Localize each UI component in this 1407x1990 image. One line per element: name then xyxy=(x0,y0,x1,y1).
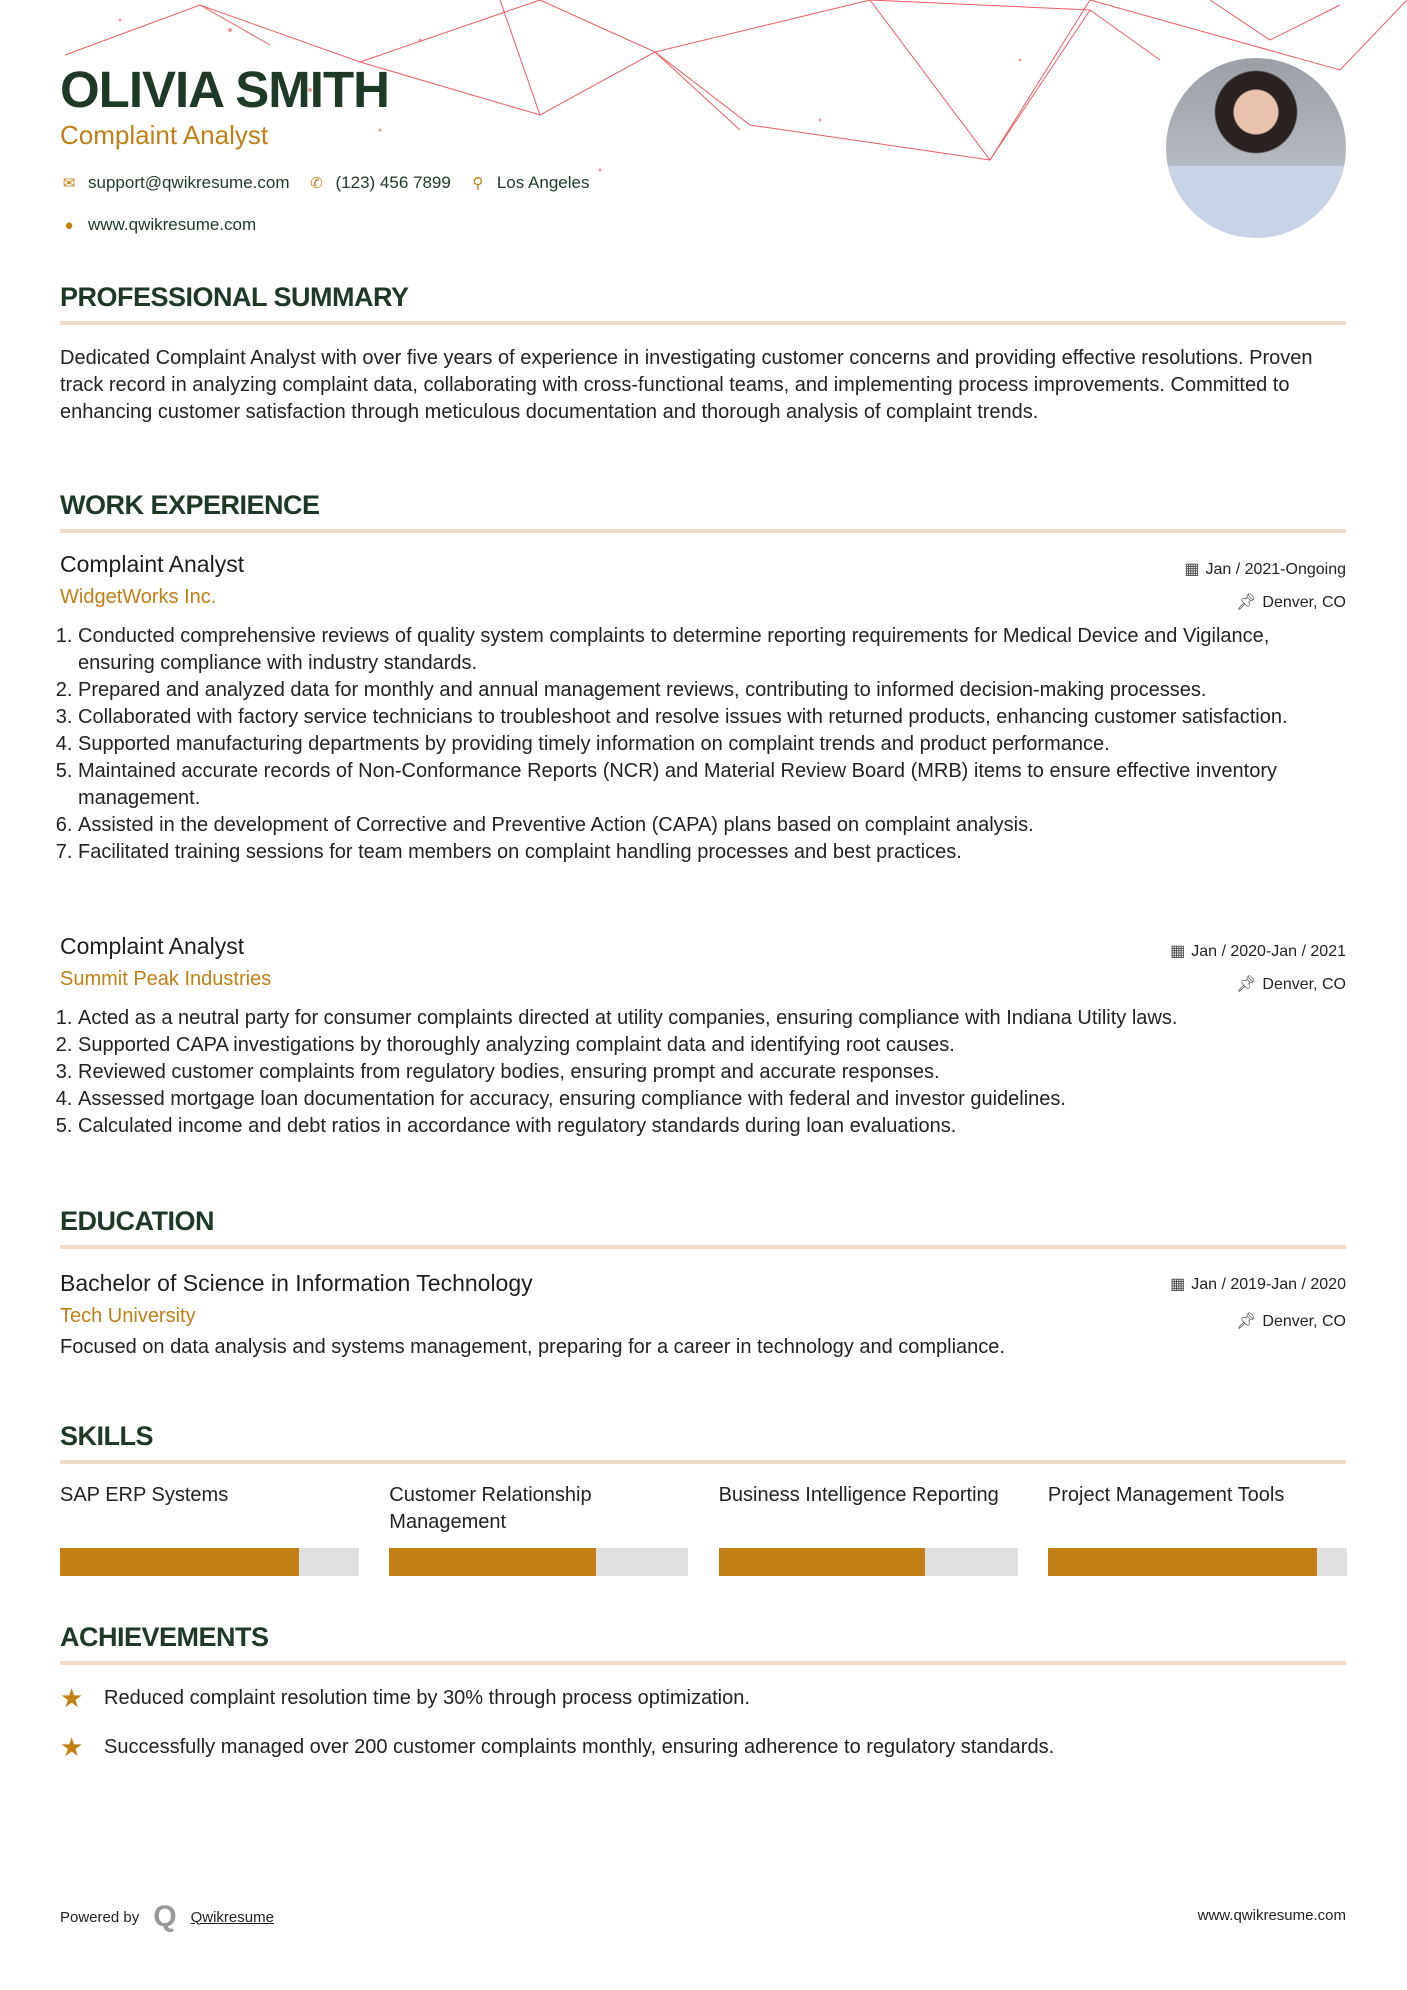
calendar-icon: ▦ xyxy=(1170,943,1186,960)
email-link[interactable]: support@qwikresume.com xyxy=(88,173,290,192)
section-heading: ACHIEVEMENTS xyxy=(60,1622,1346,1665)
candidate-title: Complaint Analyst xyxy=(60,120,269,150)
footer-left xyxy=(60,1900,274,1934)
skill-name: Business Intelligence Reporting xyxy=(718,1484,999,1506)
job-dates xyxy=(1170,941,1346,961)
globe-icon: ● xyxy=(64,216,74,234)
achievements-section xyxy=(60,1622,1346,1781)
bullet: 1. Acted as a neutral party for consumer complaints directed at utility companies, ensuring compliance with Indiana Utility laws. xyxy=(78,1005,1346,1032)
summary-section xyxy=(60,282,1346,426)
dates-text: Jan / 2019-Jan / 2020 xyxy=(1191,1276,1346,1293)
company-name: Summit Peak Industries xyxy=(60,968,272,990)
bullet: 6. Assisted in the development of Corrective and Preventive Action (CAPA) plans based on complaint analysis. xyxy=(78,812,1346,839)
bullet: 4. Assessed mortgage loan documentation for accuracy, ensuring compliance with federal and investor guidelines. xyxy=(78,1086,1346,1113)
bullet: 7. Facilitated training sessions for team members on complaint handling processes and best practices. xyxy=(78,839,1346,866)
skill-bar-fill xyxy=(1048,1548,1317,1576)
star-icon: ★ xyxy=(60,1732,84,1762)
skill-bar xyxy=(1048,1548,1347,1576)
bullet: 2. Prepared and analyzed data for monthly and annual management reviews, contributing to informed decision-making processes. xyxy=(78,677,1346,704)
qwikresume-logo-icon: Q xyxy=(153,1900,177,1933)
job-bullets xyxy=(60,623,1346,866)
bullet: 3. Collaborated with factory service technicians to troubleshoot and resolve issues with returned products, enhancing customer satisfaction. xyxy=(78,704,1346,731)
phone-icon: ✆ xyxy=(310,175,323,192)
achievement-text: Reduced complaint resolution time by 30% through process optimization. xyxy=(104,1687,750,1709)
calendar-icon: ▦ xyxy=(1184,561,1200,578)
section-heading: EDUCATION xyxy=(60,1206,1346,1249)
job-location xyxy=(1236,974,1346,994)
phone-text: (123) 456 7899 xyxy=(335,173,451,192)
location-text: Los Angeles xyxy=(496,173,590,192)
skill-item xyxy=(1048,1482,1347,1576)
education-section xyxy=(60,1206,1346,1249)
education-entry xyxy=(60,1270,1346,1361)
job-dates xyxy=(1184,559,1346,579)
section-heading: WORK EXPERIENCE xyxy=(60,490,1346,533)
skill-name: Project Management Tools xyxy=(1047,1484,1285,1506)
achievement-item xyxy=(60,1683,1346,1714)
education-description: Focused on data analysis and systems management, preparing for a career in technology and compliance. xyxy=(60,1336,1005,1358)
job-title: Complaint Analyst xyxy=(60,933,245,959)
bullet: 1. Conducted comprehensive reviews of quality system complaints to determine reporting requirements for Medical Device and Vigilance, ensuring compliance with industry standards. xyxy=(78,623,1346,677)
pin-icon: 📌︎ xyxy=(1236,976,1257,993)
contact-row xyxy=(60,173,589,193)
section-heading: SKILLS xyxy=(60,1421,1346,1464)
education-location xyxy=(1236,1311,1346,1331)
skill-item xyxy=(389,1482,688,1576)
achievement-text: Successfully managed over 200 customer complaints monthly, ensuring adherence to regulatory standards. xyxy=(104,1736,1055,1758)
job-title: Complaint Analyst xyxy=(60,551,245,577)
calendar-icon: ▦ xyxy=(1170,1276,1186,1293)
skill-bar-fill xyxy=(60,1548,299,1576)
degree: Bachelor of Science in Information Technology xyxy=(60,1270,533,1296)
company-name: WidgetWorks Inc. xyxy=(60,586,217,608)
skill-bar-fill xyxy=(389,1548,595,1576)
pin-icon: 📌︎ xyxy=(1236,594,1257,611)
skill-item xyxy=(60,1482,359,1576)
skill-name: SAP ERP Systems xyxy=(60,1484,229,1506)
bullet: 3. Reviewed customer complaints from regulatory bodies, ensuring prompt and accurate responses. xyxy=(78,1059,1346,1086)
bullet: 5. Calculated income and debt ratios in accordance with regulatory standards during loan evaluations. xyxy=(78,1113,1346,1140)
job-location xyxy=(1236,592,1346,612)
dates-text: Jan / 2020-Jan / 2021 xyxy=(1191,943,1346,960)
bullet: 4. Supported manufacturing departments by providing timely information on complaint trends and product performance. xyxy=(78,731,1346,758)
achievement-item xyxy=(60,1732,1346,1763)
job-bullets xyxy=(60,1005,1346,1140)
skill-name: Customer Relationship Management xyxy=(389,1484,592,1533)
bullet: 2. Supported CAPA investigations by thoroughly analyzing complaint data and identifying root causes. xyxy=(78,1032,1346,1059)
job-entry xyxy=(60,551,1346,866)
map-pin-icon: ⚲ xyxy=(472,175,484,192)
skill-bar xyxy=(389,1548,688,1576)
skill-bar xyxy=(60,1548,359,1576)
skill-bar-fill xyxy=(719,1548,925,1576)
skill-bar xyxy=(719,1548,1018,1576)
qwikresume-link[interactable]: Qwikresume xyxy=(190,1908,274,1926)
dates-text: Jan / 2021-Ongoing xyxy=(1205,561,1346,578)
candidate-name: OLIVIA SMITH xyxy=(60,61,389,118)
school-name: Tech University xyxy=(60,1305,196,1327)
pin-icon: 📌︎ xyxy=(1236,1313,1257,1330)
skills-section xyxy=(60,1421,1346,1464)
envelope-icon: ✉ xyxy=(62,175,76,192)
location-text: Denver, CO xyxy=(1262,1313,1346,1330)
summary-text: Dedicated Complaint Analyst with over five years of experience in investigating customer concerns and providing effective resolutions. Proven track record in analyzing complaint data, collaborating with cross-functional teams, and implementing process improvements. Committed to enhancing customer satisfaction through meticulous documentation and thorough analysis of complaint trends. xyxy=(60,347,1313,423)
education-dates xyxy=(1170,1274,1346,1294)
section-heading: PROFESSIONAL SUMMARY xyxy=(60,282,1346,325)
experience-section xyxy=(60,490,1346,533)
star-icon: ★ xyxy=(60,1683,84,1713)
website-link[interactable]: www.qwikresume.com xyxy=(88,215,257,234)
powered-by-text: Powered by xyxy=(60,1908,140,1926)
location-text: Denver, CO xyxy=(1262,594,1346,611)
website-row xyxy=(60,215,256,235)
location-text: Denver, CO xyxy=(1262,976,1346,993)
bullet: 5. Maintained accurate records of Non-Conformance Reports (NCR) and Material Review Board (MRB) items to ensure effective inventory management. xyxy=(78,758,1346,812)
profile-photo xyxy=(1166,58,1346,238)
skill-item xyxy=(719,1482,1018,1576)
job-entry xyxy=(60,933,1346,1140)
footer-website[interactable]: www.qwikresume.com xyxy=(1197,1907,1346,1924)
